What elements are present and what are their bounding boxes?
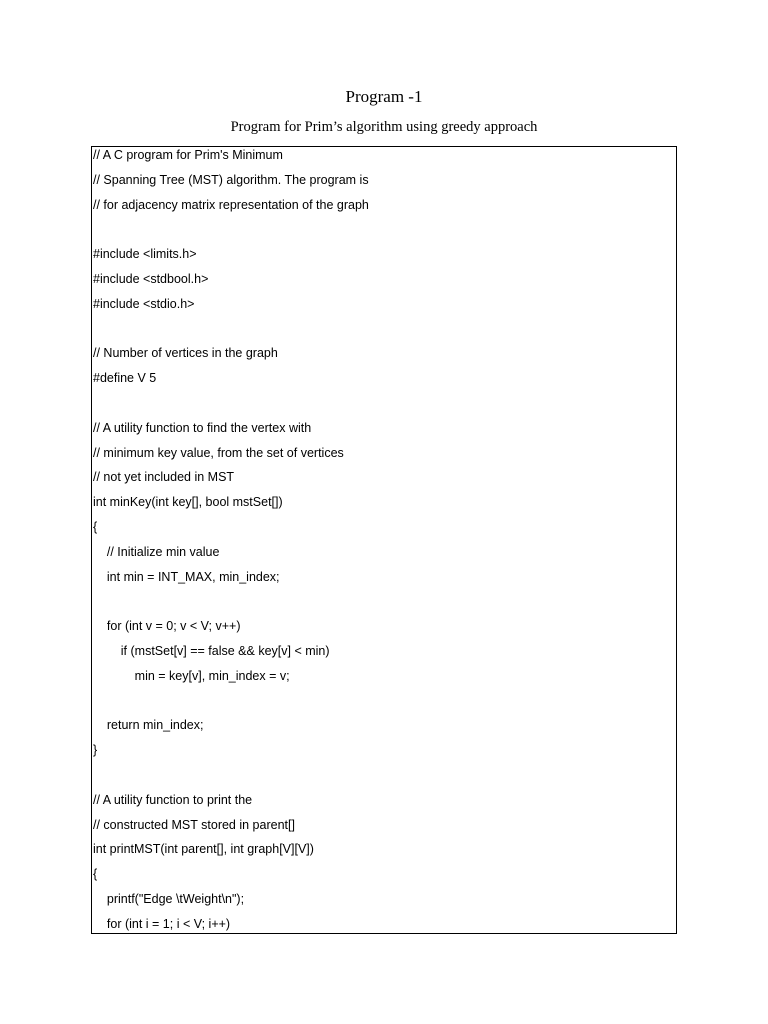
code-line: return min_index; — [93, 718, 204, 733]
code-line: #define V 5 — [93, 371, 157, 386]
code-line: // Spanning Tree (MST) algorithm. The program is — [93, 172, 369, 187]
code-line: // Initialize min value — [93, 544, 220, 559]
code-line: min = key[v], min_index = v; — [93, 668, 290, 683]
code-line: for (int i = 1; i < V; i++) — [93, 916, 231, 931]
code-line: // Number of vertices in the graph — [93, 346, 278, 361]
code-line: int minKey(int key[], bool mstSet[]) — [93, 495, 283, 510]
code-line: // minimum key value, from the set of vertices — [93, 445, 344, 460]
code-line — [92, 321, 676, 346]
code-line: printf("Edge \tWeight\n"); — [93, 891, 245, 906]
code-line: int printMST(int parent[], int graph[V][V]) — [93, 842, 314, 857]
code-line: #include <stdbool.h> — [93, 271, 209, 286]
code-line: for (int v = 0; v < V; v++) — [93, 619, 241, 634]
code-line — [92, 693, 676, 718]
code-line — [92, 395, 676, 420]
code-line: #include <limits.h> — [93, 247, 197, 262]
code-line — [92, 767, 676, 792]
code-line: #include <stdio.h> — [93, 296, 195, 311]
code-line: // A C program for Prim's Minimum — [93, 148, 283, 162]
code-box — [91, 146, 677, 934]
page-title: Program -1 — [345, 87, 423, 106]
code-line: // A utility function to print the — [93, 792, 253, 807]
code-line: // for adjacency matrix representation of the graph — [93, 197, 369, 212]
page-subtitle: Program for Prim’s algorithm using greedy approach — [230, 119, 538, 135]
code-line — [92, 593, 676, 618]
code-line: { — [93, 867, 98, 882]
code-listing — [92, 147, 676, 934]
code-line: // constructed MST stored in parent[] — [93, 817, 295, 832]
code-line — [92, 221, 676, 246]
code-line: } — [93, 743, 98, 758]
code-line: { — [93, 519, 98, 534]
code-line: // A utility function to find the vertex with — [93, 420, 312, 435]
code-line: // not yet included in MST — [93, 470, 235, 485]
code-line: int min = INT_MAX, min_index; — [93, 569, 280, 584]
code-line: if (mstSet[v] == false && key[v] < min) — [93, 643, 330, 658]
